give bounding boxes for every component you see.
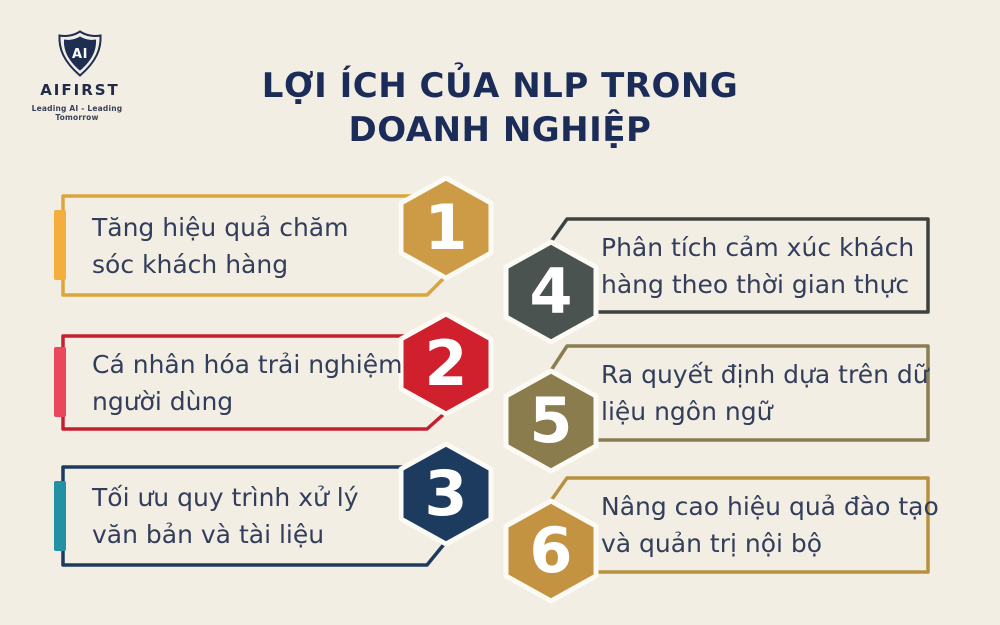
- item-5-number: 5: [529, 384, 573, 457]
- item-2-accent-bar: [54, 347, 66, 417]
- page-title-line2: DOANH NGHIỆP: [348, 110, 652, 150]
- item-5-text: [601, 356, 929, 430]
- item-6-number: 6: [529, 514, 573, 587]
- item-5-text-line2: liệu ngôn ngữ: [601, 397, 773, 426]
- page-title-line1: LỢI ÍCH CỦA NLP TRONG: [261, 66, 739, 106]
- item-2-text-line2: người dùng: [92, 387, 234, 416]
- item-1-number: 1: [424, 191, 468, 264]
- item-2-number: 2: [424, 327, 468, 400]
- item-1-text-line1: Tăng hiệu quả chăm: [92, 213, 349, 242]
- item-2-text-line1: Cá nhân hóa trải nghiệm: [92, 350, 403, 379]
- brand-tagline: Leading AI - Leading Tomorrow: [31, 104, 123, 122]
- item-4-text-line2: hàng theo thời gian thực: [601, 270, 910, 299]
- brand-name: AIFIRST: [40, 81, 120, 99]
- item-4-text-line1: Phân tích cảm xúc khách: [601, 233, 915, 262]
- item-6-text-line1: Nâng cao hiệu quả đào tạo: [601, 492, 939, 521]
- item-3-text-line2: văn bản và tài liệu: [92, 520, 325, 549]
- item-5-text-line1: Ra quyết định dựa trên dữ: [601, 360, 929, 389]
- item-1-text-line2: sóc khách hàng: [92, 250, 289, 279]
- shield-monogram: AI: [72, 47, 88, 62]
- item-6-text-line2: và quản trị nội bộ: [601, 529, 823, 558]
- item-4-number: 4: [529, 255, 573, 328]
- item-4-text: [601, 229, 914, 303]
- item-3-text: [92, 479, 359, 553]
- item-1-text: [92, 209, 348, 283]
- item-1-accent-bar: [54, 210, 66, 280]
- item-3-text-line1: Tối ưu quy trình xử lý: [92, 483, 359, 512]
- item-2-text: [92, 346, 402, 420]
- item-3-accent-bar: [54, 481, 66, 551]
- item-6-text: [601, 488, 939, 562]
- item-3-number: 3: [424, 457, 468, 530]
